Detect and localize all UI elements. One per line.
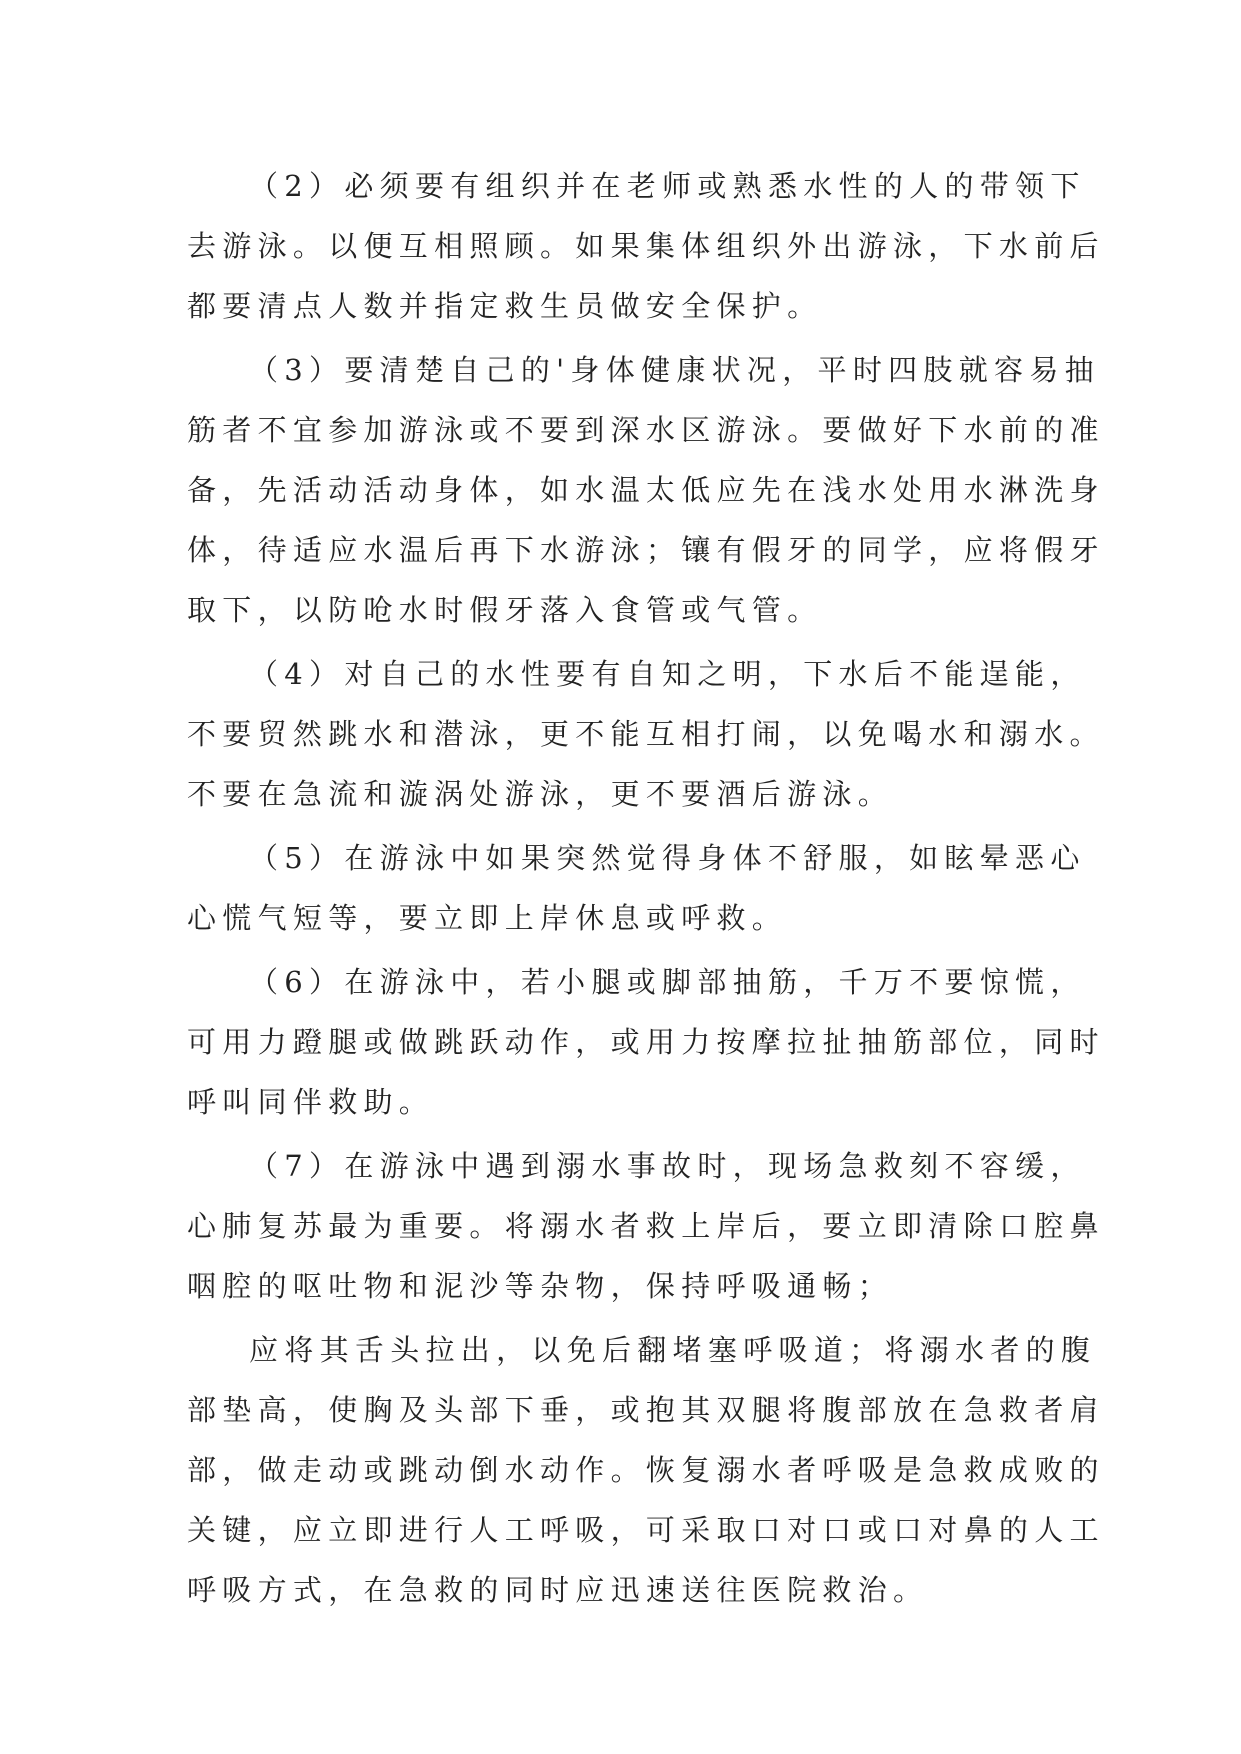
text-line: （2）必须要有组织并在老师或熟悉水性的人的带领下 (249, 169, 1086, 203)
text-line: 体，待适应水温后再下水游泳；镶有假牙的同学，应将假牙 (187, 533, 1105, 567)
text-line: 筋者不宜参加游泳或不要到深水区游泳。要做好下水前的准 (187, 413, 1105, 447)
paragraph-2 (187, 156, 1105, 336)
paragraph-4 (187, 644, 1105, 824)
paragraph-5 (187, 828, 1086, 948)
paragraph-8 (187, 1320, 1105, 1620)
paragraph-3 (187, 340, 1105, 640)
text-line: 去游泳。以便互相照顾。如果集体组织外出游泳，下水前后 (187, 229, 1105, 263)
text-line: （7）在游泳中遇到溺水事故时，现场急救刻不容缓， (249, 1149, 1086, 1183)
text-line: 可用力蹬腿或做跳跃动作，或用力按摩拉扯抽筋部位，同时 (187, 1025, 1105, 1059)
text-line: （5）在游泳中如果突然觉得身体不舒服，如眩晕恶心 (249, 841, 1086, 875)
text-line: 不要贸然跳水和潜泳，更不能互相打闹，以免喝水和溺水。 (187, 717, 1105, 751)
text-line: 呼叫同伴救助。 (187, 1085, 435, 1119)
text-line: 部，做走动或跳动倒水动作。恢复溺水者呼吸是急救成败的 (187, 1453, 1105, 1487)
text-line: 咽腔的呕吐物和泥沙等杂物，保持呼吸通畅； (187, 1269, 894, 1303)
text-line: 不要在急流和漩涡处游泳，更不要酒后游泳。 (187, 777, 894, 811)
paragraph-6 (187, 952, 1105, 1132)
text-line: 取下，以防呛水时假牙落入食管或气管。 (187, 593, 823, 627)
text-line: 备，先活动活动身体，如水温太低应先在浅水处用水淋洗身 (187, 473, 1105, 507)
text-line: 应将其舌头拉出，以免后翻堵塞呼吸道；将溺水者的腹 (249, 1333, 1097, 1367)
text-line: （6）在游泳中，若小腿或脚部抽筋，千万不要惊慌， (249, 965, 1086, 999)
text-line: 呼吸方式，在急救的同时应迅速送往医院救治。 (187, 1573, 929, 1607)
paragraph-7 (187, 1136, 1105, 1316)
text-line: 心肺复苏最为重要。将溺水者救上岸后，要立即清除口腔鼻 (187, 1209, 1105, 1243)
text-line: 部垫高，使胸及头部下垂，或抱其双腿将腹部放在急救者肩 (187, 1393, 1105, 1427)
text-line: 关键，应立即进行人工呼吸，可采取口对口或口对鼻的人工 (187, 1513, 1105, 1547)
text-line: （4）对自己的水性要有自知之明，下水后不能逞能， (249, 657, 1086, 691)
document-body (187, 156, 1105, 1620)
text-line: 心慌气短等，要立即上岸休息或呼救。 (187, 901, 788, 935)
text-line: （3）要清楚自己的'身体健康状况，平时四肢就容易抽 (249, 353, 1100, 387)
text-line: 都要清点人数并指定救生员做安全保护。 (187, 289, 823, 323)
